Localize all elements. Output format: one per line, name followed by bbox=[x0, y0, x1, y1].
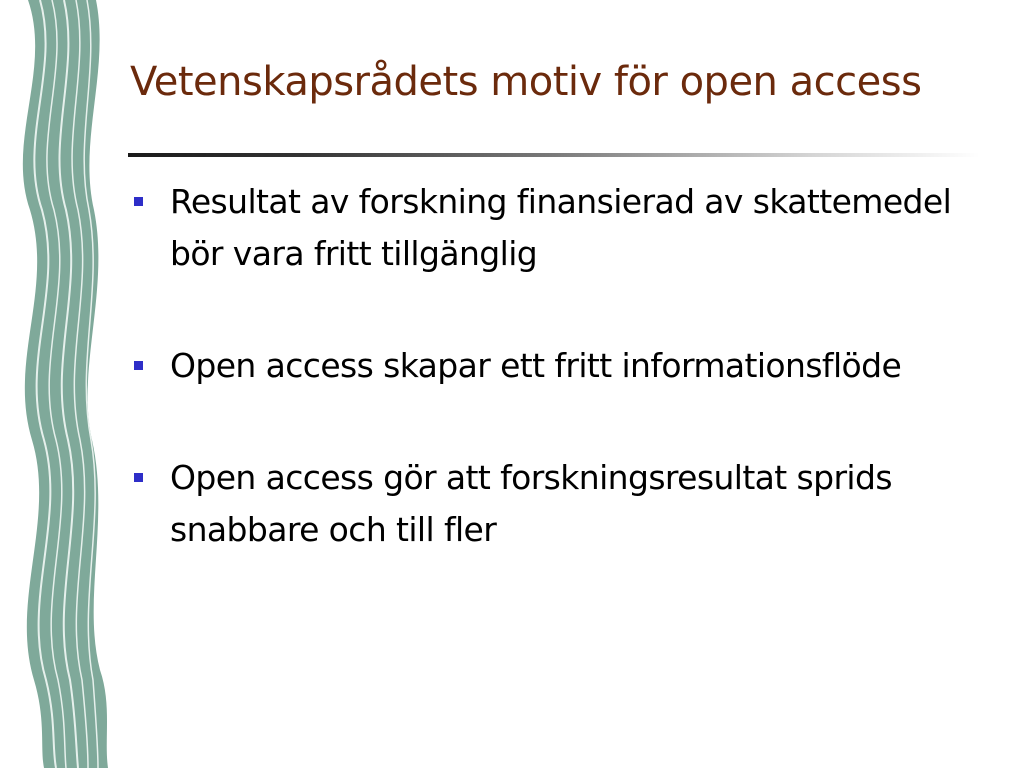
bullet-item bbox=[130, 452, 1000, 556]
square-bullet-icon bbox=[134, 197, 143, 206]
title-divider bbox=[128, 153, 980, 157]
bullet-item bbox=[130, 340, 1000, 392]
decorative-wavy-strip bbox=[0, 0, 118, 768]
bullet-list bbox=[130, 176, 1000, 556]
bullet-item bbox=[130, 176, 1000, 280]
bullet-text: Resultat av forskning finansierad av skattemedel bör vara fritt tillgänglig bbox=[170, 182, 952, 273]
square-bullet-icon bbox=[134, 361, 143, 370]
bullet-text: Open access gör att forskningsresultat sprids snabbare och till fler bbox=[170, 458, 892, 549]
slide-title: Vetenskapsrådets motiv för open access bbox=[130, 59, 922, 105]
bullet-text: Open access skapar ett fritt informationsflöde bbox=[170, 346, 902, 385]
square-bullet-icon bbox=[134, 473, 143, 482]
